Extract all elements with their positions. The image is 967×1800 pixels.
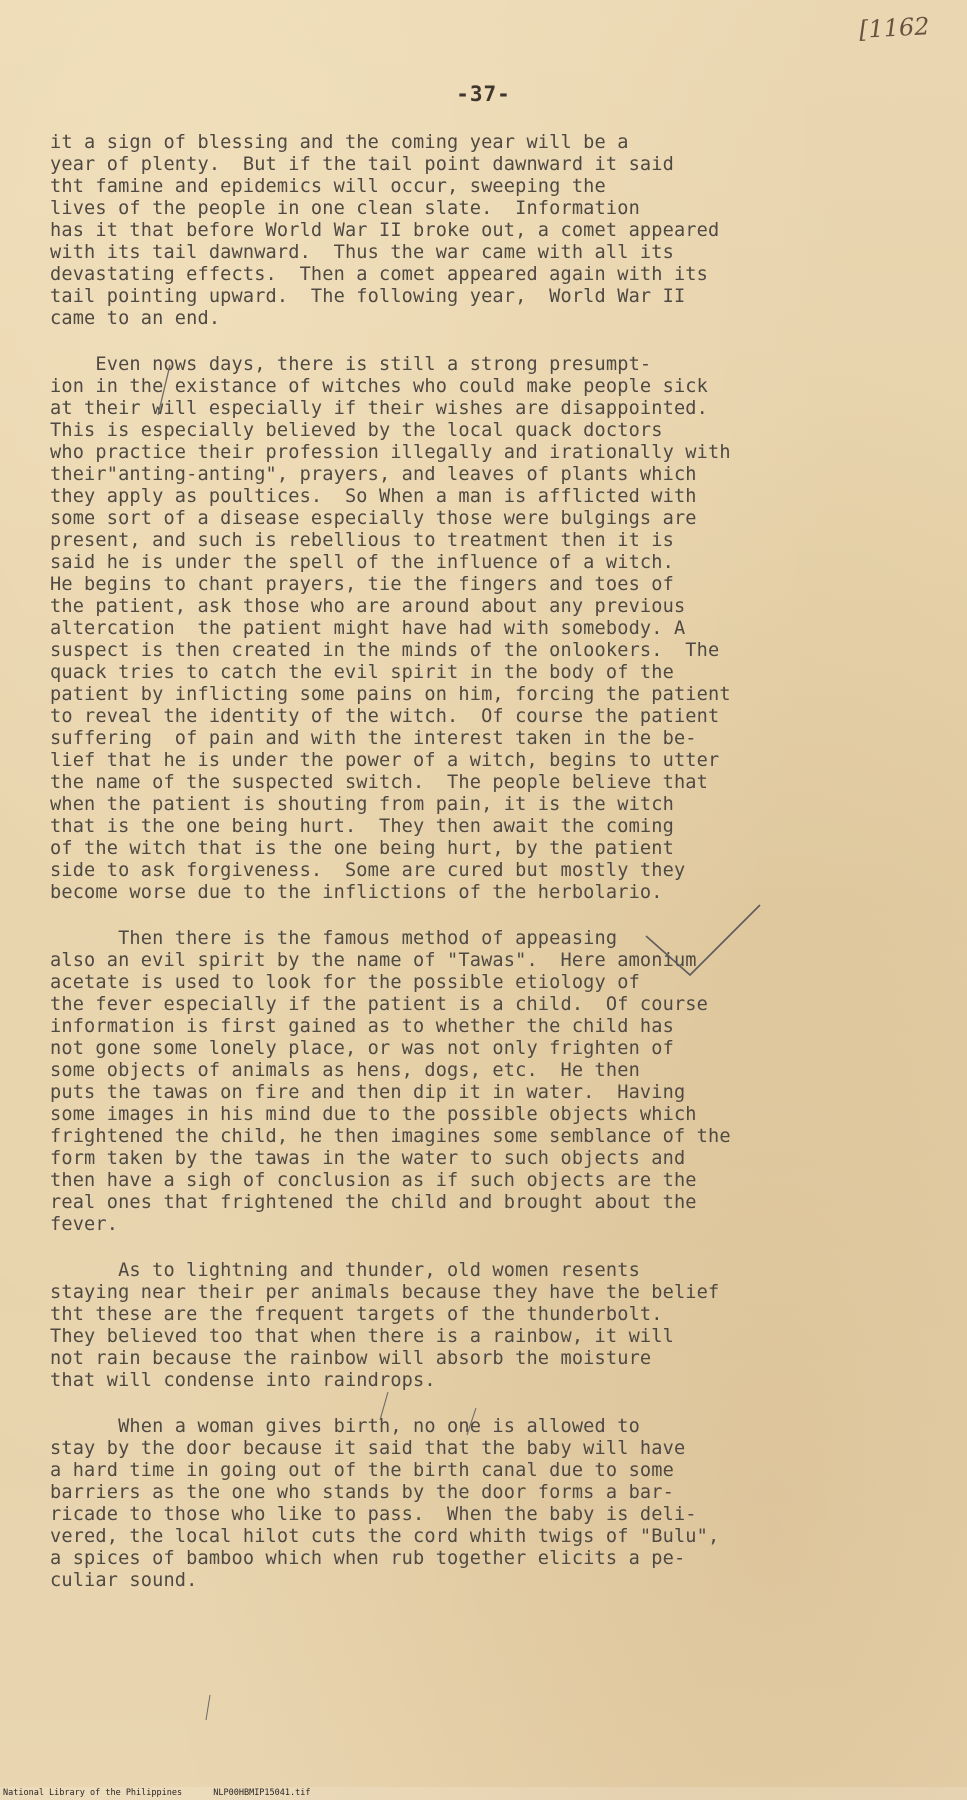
paragraph [50,1416,950,1592]
text-line: altercation the patient might have had with somebody. A [50,618,686,639]
text-line: year of plenty. But if the tail point dawnward it said [50,154,674,175]
text-line: when the patient is shouting from pain, it is the witch [50,794,674,815]
text-line: suffering of pain and with the interest taken in the be- [50,728,697,749]
paragraph [50,354,950,904]
text-line: culiar sound. [50,1570,198,1591]
text-line: become worse due to the inflictions of the herbolario. [50,882,663,903]
text-line: that is the one being hurt. They then await the coming [50,816,674,837]
text-line: lief that he is under the power of a witch, begins to utter [50,750,720,771]
text-line: who practice their profession illegally and irationally with [50,442,731,463]
text-line: said he is under the spell of the influence of a witch. [50,552,674,573]
text-line: patient by inflicting some pains on him, forcing the patient [50,684,731,705]
text-line: of the witch that is the one being hurt, by the patient [50,838,674,859]
text-line: When a woman gives birth, no one is allowed to [50,1416,640,1437]
text-line: at their will especially if their wishes are disappointed. [50,398,708,419]
page-number: -37- [456,82,511,106]
footer-file: NLP00HBMIP15041.tif [213,1788,311,1798]
text-line: that will condense into raindrops. [50,1370,436,1391]
text-line: suspect is then created in the minds of the onlookers. The [50,640,720,661]
paragraph [50,1260,950,1392]
text-line: side to ask forgiveness. Some are cured but mostly they [50,860,686,881]
text-line: real ones that frightened the child and brought about the [50,1192,697,1213]
text-line: devastating effects. Then a comet appeared again with its [50,264,708,285]
body-text [50,132,950,1616]
archive-footer [0,1787,967,1800]
text-line: to reveal the identity of the witch. Of course the patient [50,706,720,727]
text-line: tht these are the frequent targets of the thunderbolt. [50,1304,663,1325]
text-line: some sort of a disease especially those were bulgings are [50,508,697,529]
text-line: lives of the people in one clean slate. Information [50,198,640,219]
text-line: staying near their per animals because they have the belief [50,1282,720,1303]
text-line: This is especially believed by the local quack doctors [50,420,663,441]
text-line: not gone some lonely place, or was not only frighten of [50,1038,674,1059]
text-line: has it that before World War II broke out, a comet appeared [50,220,720,241]
text-line: also an evil spirit by the name of "Tawas". Here amonium [50,950,697,971]
text-line: present, and such is rebellious to treatment then it is [50,530,674,551]
text-line: As to lightning and thunder, old women resents [50,1260,640,1281]
text-line: frightened the child, he then imagines some semblance of the [50,1126,731,1147]
text-line: the patient, ask those who are around about any previous [50,596,686,617]
text-line: ricade to those who like to pass. When the baby is deli- [50,1504,697,1525]
text-line: some images in his mind due to the possible objects which [50,1104,697,1125]
text-line: some objects of animals as hens, dogs, etc. He then [50,1060,640,1081]
text-line: fever. [50,1214,119,1235]
text-line: They believed too that when there is a rainbow, it will [50,1326,674,1347]
text-line: with its tail dawnward. Thus the war came with all its [50,242,674,263]
text-line: the name of the suspected switch. The people believe that [50,772,708,793]
text-line: they apply as poultices. So When a man is afflicted with [50,486,697,507]
text-line: He begins to chant prayers, tie the fingers and toes of [50,574,674,595]
text-line: tht famine and epidemics will occur, sweeping the [50,176,606,197]
text-line: acetate is used to look for the possible etiology of [50,972,640,993]
text-line: came to an end. [50,308,221,329]
text-line: barriers as the one who stands by the door forms a bar- [50,1482,674,1503]
text-line: puts the tawas on fire and then dip it in water. Having [50,1082,686,1103]
text-line: information is first gained as to whether the child has [50,1016,674,1037]
paragraph [50,928,950,1236]
text-line: Then there is the famous method of appeasing [50,928,618,949]
paragraph [50,132,950,330]
text-line: it a sign of blessing and the coming year will be a [50,132,629,153]
footer-library: National Library of the Philippines [3,1788,183,1798]
text-line: quack tries to catch the evil spirit in the body of the [50,662,674,683]
text-line: vered, the local hilot cuts the cord whith twigs of "Bulu", [50,1526,720,1547]
text-line: Even nows days, there is still a strong presumpt- [50,354,652,375]
text-line: not rain because the rainbow will absorb the moisture [50,1348,652,1369]
text-line: a hard time in going out of the birth canal due to some [50,1460,674,1481]
text-line: ion in the existance of witches who could make people sick [50,376,708,397]
text-line: stay by the door because it said that the baby will have [50,1438,686,1459]
text-line: a spices of bamboo which when rub together elicits a pe- [50,1548,686,1569]
archive-mark: [1162 [857,12,930,44]
text-line: tail pointing upward. The following year, World War II [50,286,686,307]
text-line: their"anting-anting", prayers, and leaves of plants which [50,464,697,485]
text-line: form taken by the tawas in the water to such objects and [50,1148,686,1169]
text-line: the fever especially if the patient is a child. Of course [50,994,708,1015]
text-line: then have a sigh of conclusion as if such objects are the [50,1170,697,1191]
